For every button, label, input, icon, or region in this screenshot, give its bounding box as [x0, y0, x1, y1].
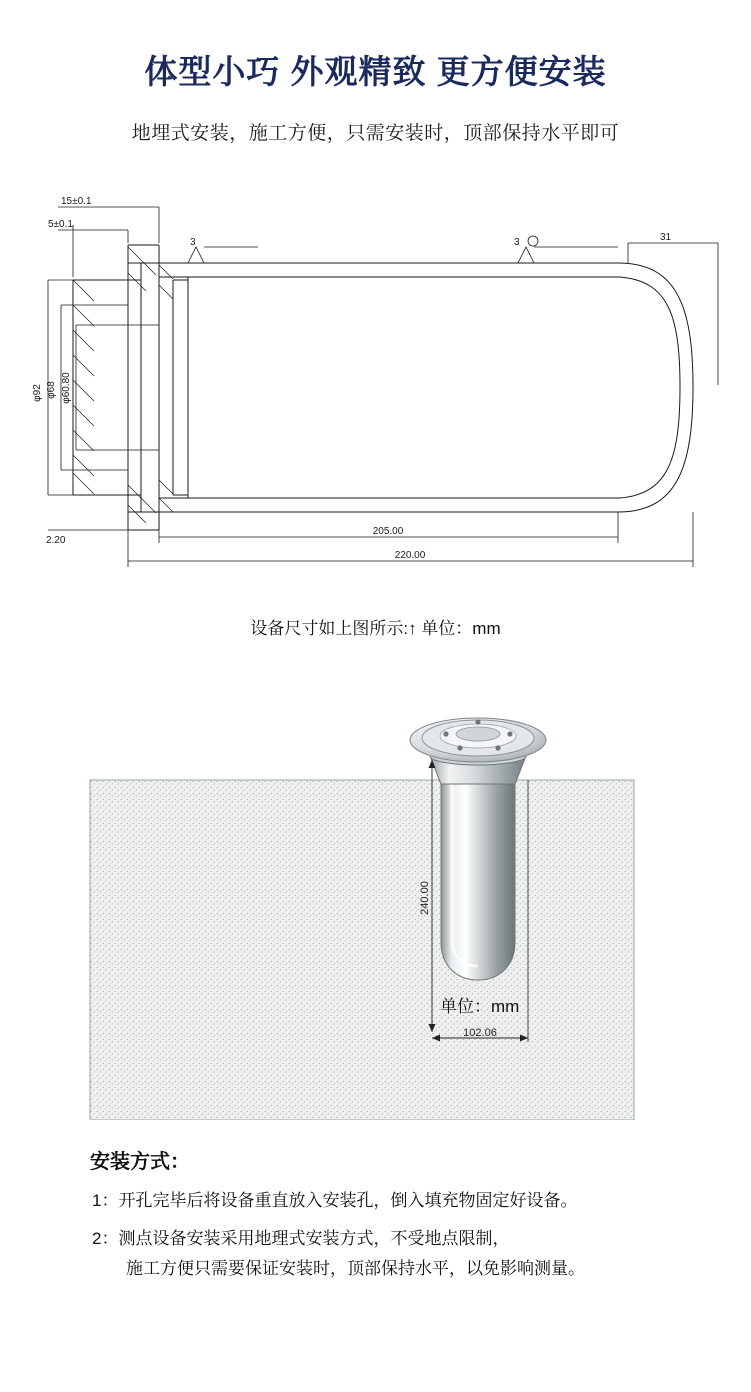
surface-mark-2: 3 — [514, 237, 520, 248]
dim-body-length: 205.00 — [372, 526, 404, 537]
dim-inner-diameter: φ60.80 — [61, 372, 72, 404]
instruction-item-3: 施工方便只需要保证安装时，顶部保持水平，以免影响测量。 — [126, 1259, 585, 1278]
dim-right-radius: 31 — [660, 232, 672, 243]
dim-wall: 2.20 — [46, 535, 66, 546]
technical-drawing — [28, 185, 728, 590]
installation-figure — [0, 660, 751, 1120]
dim-flange-step: 5±0.1 — [48, 219, 73, 230]
dim-total-length: 220.00 — [394, 550, 426, 561]
device-top-cap — [410, 718, 546, 762]
instruction-item-2: 2：测点设备安装采用地理式安装方式，不受地点限制， — [92, 1229, 510, 1248]
page-subtitle: 地埋式安装，施工方便，只需安装时，顶部保持水平即可 — [131, 123, 620, 144]
page-title: 体型小巧 外观精致 更方便安装 — [144, 53, 607, 90]
dim-outer-diameter: φ92 — [32, 384, 43, 402]
surface-mark-1: 3 — [190, 237, 196, 248]
dim-width: 102.06 — [463, 1027, 497, 1039]
unit-label: 单位：mm — [440, 997, 520, 1016]
dim-mid-diameter: φ68 — [46, 381, 57, 399]
dim-flange-thickness: 15±0.1 — [61, 196, 92, 207]
dim-depth: 240.00 — [419, 881, 431, 915]
device-body — [441, 780, 515, 980]
soil-block — [90, 780, 634, 1120]
instruction-item-1: 1：开孔完毕后将设备重直放入安装孔，倒入填充物固定好设备。 — [92, 1191, 578, 1210]
drawing-caption: 设备尺寸如上图所示:↑ 单位：mm — [250, 619, 501, 638]
instructions-title: 安装方式： — [90, 1151, 190, 1173]
